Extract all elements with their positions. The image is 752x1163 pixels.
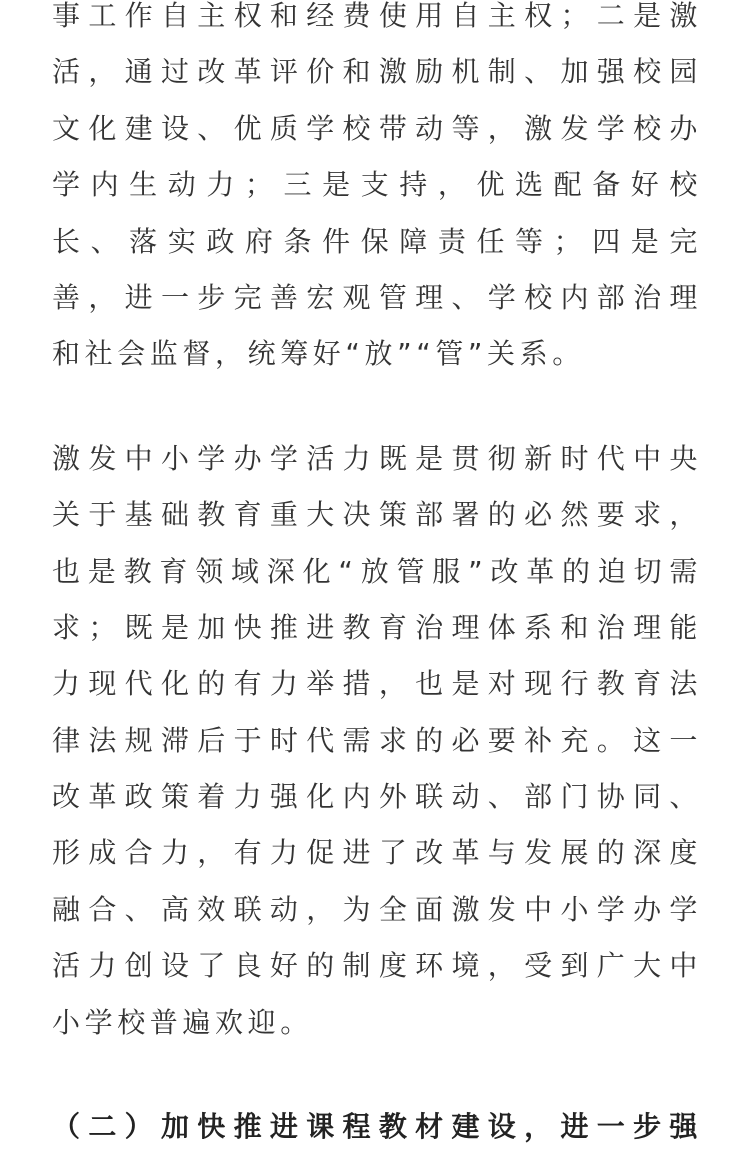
text-line: 融合、高效联动，为全面激发中小学办学 bbox=[52, 892, 702, 926]
text-line: 事工作自主权和经费使用自主权；二是激 bbox=[52, 0, 702, 32]
text-line: 善，进一步完善宏观管理、学校内部治理 bbox=[52, 280, 702, 314]
article-body bbox=[52, 0, 702, 1155]
text-line: 求；既是加快推进教育治理体系和治理能 bbox=[52, 610, 702, 644]
text-line: 文化建设、优质学校带动等，激发学校办 bbox=[52, 111, 702, 145]
text-line: 律法规滞后于时代需求的必要补充。这一 bbox=[52, 723, 702, 757]
text-line: 活力创设了良好的制度环境，受到广大中 bbox=[52, 949, 702, 983]
heading-line: （二）加快推进课程教材建设，进一步强 bbox=[52, 1110, 702, 1144]
paragraph-spacer bbox=[52, 1051, 702, 1099]
text-line: 也是教育领域深化“放管服”改革的迫切需 bbox=[52, 554, 702, 588]
text-line: 和社会监督，统筹好“放”“管”关系。 bbox=[52, 337, 585, 371]
text-line: 活，通过改革评价和激励机制、加强校园 bbox=[52, 55, 702, 89]
paragraph-reform-measures bbox=[52, 0, 702, 383]
paragraph-significance bbox=[52, 431, 702, 1051]
section-heading-curriculum bbox=[52, 1099, 702, 1155]
text-line: 激发中小学办学活力既是贯彻新时代中央 bbox=[52, 441, 702, 475]
text-line: 小学校普遍欢迎。 bbox=[52, 1005, 313, 1039]
text-line: 学内生动力；三是支持，优选配备好校 bbox=[52, 168, 702, 202]
text-line: 形成合力，有力促进了改革与发展的深度 bbox=[52, 836, 702, 870]
text-line: 力现代化的有力举措，也是对现行教育法 bbox=[52, 667, 702, 701]
text-line: 关于基础教育重大决策部署的必然要求， bbox=[52, 498, 702, 532]
paragraph-spacer bbox=[52, 383, 702, 431]
text-line: 长、落实政府条件保障责任等；四是完 bbox=[52, 224, 702, 258]
text-line: 改革政策着力强化内外联动、部门协同、 bbox=[52, 780, 702, 814]
